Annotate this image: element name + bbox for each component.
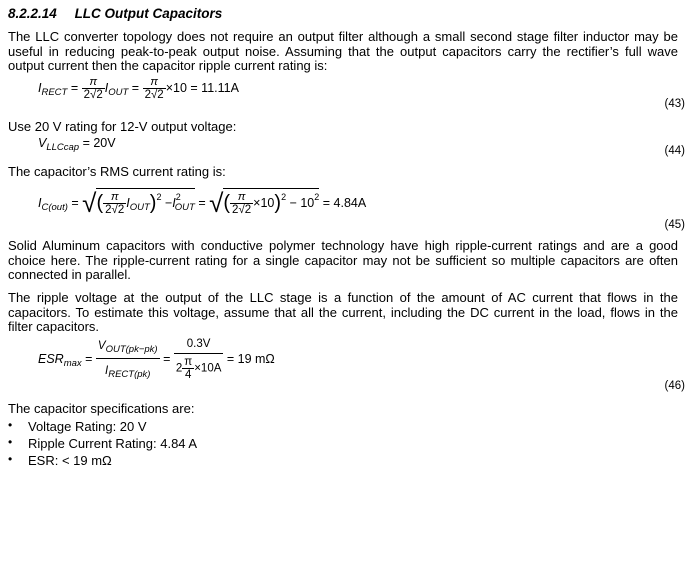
eq46-num-sub: OUT(pk−pk)	[105, 343, 158, 355]
eq45-i2-sq: 2	[175, 191, 181, 202]
paragraph-rms-rating: The capacitor’s RMS current rating is:	[8, 164, 226, 179]
section-title: LLC Output Capacitors	[74, 6, 223, 21]
eq46-frac1	[96, 340, 160, 380]
section-heading	[8, 6, 222, 21]
paragraph-voltage-rating: Use 20 V rating for 12-V output voltage:	[8, 119, 237, 134]
eq46-den2-pi: π	[184, 356, 193, 368]
eq45-pi-2: π	[237, 191, 246, 203]
eq45-times10: ×10	[253, 195, 275, 210]
eq43-pi-2: π	[150, 76, 158, 88]
equation-number-46: (46)	[664, 380, 685, 392]
eq46-lhs-var: ESR	[38, 351, 64, 366]
eq45-lhs-var: I	[38, 195, 42, 210]
eq43-iout-sub: OUT	[108, 86, 129, 98]
eq45-root-2: 2	[244, 204, 252, 216]
eq45-root: 2	[117, 204, 125, 216]
spec-voltage-rating: Voltage Rating: 20 V	[28, 419, 147, 434]
bullet-icon: •	[8, 435, 13, 449]
eq46-den2-lead: 2	[175, 362, 183, 375]
eq45-frac2: $\frac{\pi}{2√2}$	[232, 191, 252, 216]
equation-46: $ESR_{max}$ = $\frac{V_{OUT(pk-pk)}}{I_{RECT(pk)}}$ = 0.3V 2 $\frac{\pi}{4}$ ×10A = 19 mΩ	[38, 338, 275, 381]
eq45-iout-sub: OUT	[129, 201, 150, 213]
eq45-sq: 2	[156, 191, 162, 202]
eq45-sq-2: 2	[281, 191, 287, 202]
spec-list	[8, 418, 197, 469]
equation-45: $I_{C(out)}$ = √( $\frac{\pi}{2√2}$ $I_{OUT})^2 -I^2_{OUT}$ = √( $\frac{\pi}{2√2}$ $\times 10)^2 - 10^2 = 4.84A$	[38, 188, 367, 218]
eq43-two-2: 2	[144, 89, 151, 101]
equation-number-43: (43)	[664, 98, 685, 110]
eq44-rhs: = 20V	[82, 136, 116, 150]
list-item	[8, 435, 197, 452]
eq43-frac1: $\frac{\pi}{2√2}$	[83, 76, 103, 101]
eq43-two: 2	[83, 89, 91, 101]
spec-ripple-current: Ripple Current Rating: 4.84 A	[28, 436, 198, 451]
section-number: 8.2.2.14	[8, 6, 57, 21]
eq45-i2-var: I	[172, 195, 176, 210]
eq45-lhs-sub: C(out)	[41, 201, 68, 213]
eq43-pi: π	[89, 76, 98, 88]
eq43-frac2: $\frac{\pi}{2√2}$	[144, 76, 164, 101]
eq45-i2-sub: OUT	[174, 201, 195, 213]
eq46-result: = 19 mΩ	[226, 351, 275, 366]
paragraph-aluminum-caps: Solid Aluminum capacitors with conductive polymer technology have high ripple-current ratings and are a good choice here. The ripple-current rating for a single capacitor may not be sufficient so multiple capacitors are often connected in parallel.	[8, 238, 678, 283]
eq45-minus10: − 10	[289, 195, 315, 210]
eq43-lhs-sub: RECT	[41, 86, 68, 98]
list-item	[8, 452, 197, 469]
eq45-10-sq: 2	[314, 191, 320, 202]
eq45-two-2: 2	[232, 204, 239, 216]
equation-number-44: (44)	[664, 145, 685, 157]
eq45-result: = 4.84A	[322, 195, 367, 210]
eq46-frac2	[174, 338, 224, 381]
eq45-frac1: $\frac{\pi}{2√2}$	[105, 191, 125, 216]
eq43-iout-var: I	[104, 80, 109, 95]
eq45-two: 2	[105, 204, 112, 216]
eq44-var: V	[38, 136, 47, 150]
bullet-icon: •	[8, 418, 13, 432]
eq45-pi: π	[110, 191, 119, 203]
eq43-root-2: 2	[157, 89, 164, 101]
eq46-den2-four: 4	[182, 368, 194, 381]
eq46-den-var: I	[105, 364, 109, 377]
spec-esr: ESR: < 19 mΩ	[28, 453, 112, 468]
paragraph-intro: The LLC converter topology does not require an output filter although a small second stage filter inductor may be useful in reducing peak-to-peak output noise. Assuming that the output capacitors carry the rectifier’s full wave output current then the capacitor ripple current rating is:	[8, 29, 678, 74]
bullet-icon: •	[8, 452, 13, 466]
list-item	[8, 418, 197, 435]
eq46-den-sub: RECT(pk)	[108, 368, 151, 380]
eq43-result: = 11.11A	[190, 80, 239, 95]
eq44-sub: LLCcap	[46, 142, 80, 153]
eq43-times10: ×10	[165, 80, 187, 95]
eq46-den2-tail: ×10A	[194, 362, 222, 375]
eq46-lhs-sub: max	[63, 357, 82, 369]
paragraph-ripple-voltage: The ripple voltage at the output of the LLC stage is a function of the amount of AC current that flows in the capacitors. To estimate this voltage, assume that all the current, including the DC current in the load, flows in the filter capacitors.	[8, 290, 678, 335]
equation-44	[38, 136, 116, 153]
eq43-lhs-var: I	[38, 80, 42, 95]
eq45-iout-var: I	[126, 195, 130, 210]
equation-number-45: (45)	[664, 219, 685, 231]
eq45-minus: −	[164, 195, 173, 210]
paragraph-spec-intro: The capacitor specifications are:	[8, 401, 195, 416]
eq46-num2: 0.3V	[186, 338, 211, 350]
eq43-root: 2	[96, 89, 103, 101]
eq46-num-var: V	[97, 339, 106, 352]
equation-43: $I_{RECT}$ = $\frac{\pi}{2√2}$ $I_{OUT}$ = $\frac{\pi}{2√2}$ ×10 = 11.11A	[38, 76, 239, 101]
